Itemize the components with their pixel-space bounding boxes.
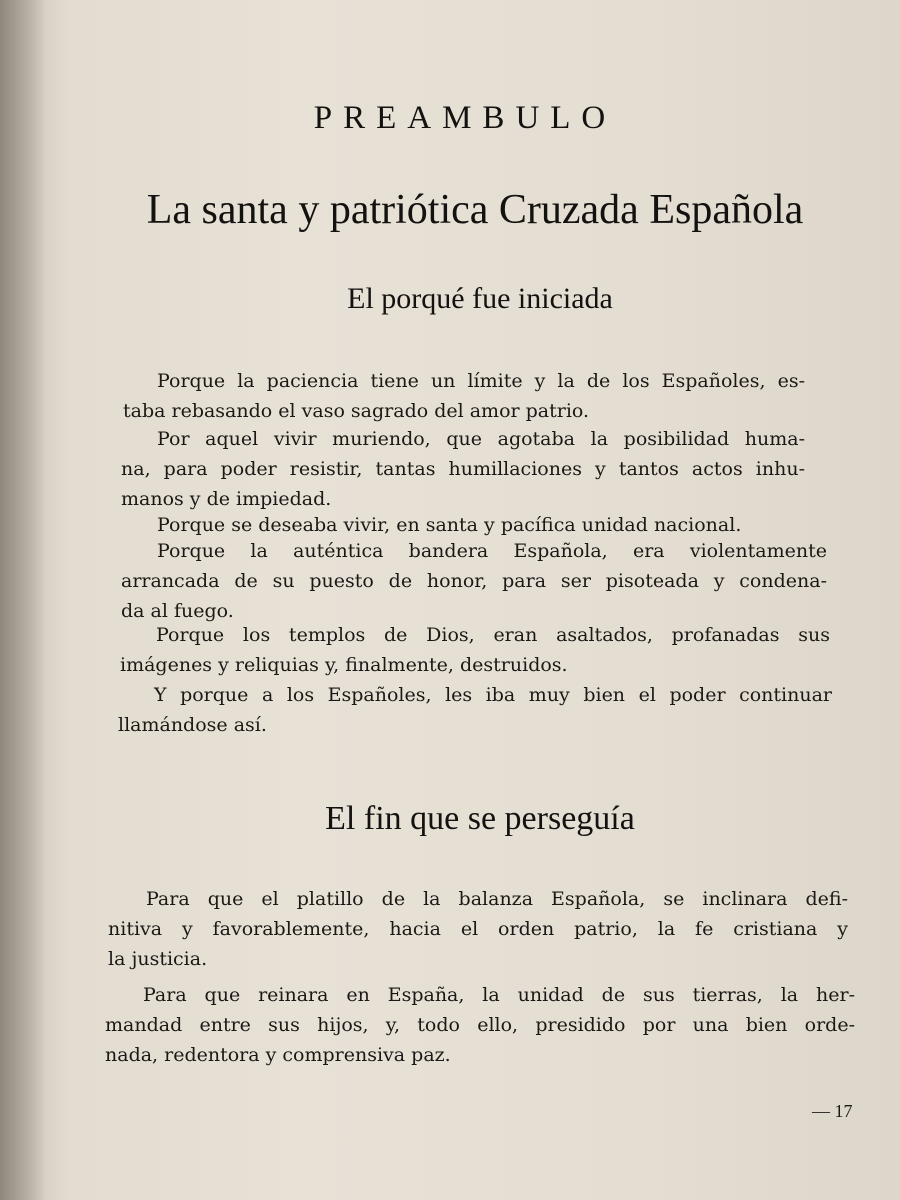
text-line: Porque la auténtica bandera Española, era violentamente — [157, 540, 827, 562]
text-line: nada, redentora y comprensiva paz. — [105, 1044, 451, 1066]
section-heading-1: El porqué fue iniciada — [347, 282, 613, 315]
book-spine-shadow — [0, 0, 46, 1200]
show-through-texture — [190, 40, 890, 71]
paragraph-1 — [123, 366, 805, 426]
text-line: Y porque a los Españoles, les iba muy bien el poder continuar — [154, 684, 832, 706]
text-line: taba rebasando el vaso sagrado del amor patrio. — [123, 400, 590, 422]
text-line: Porque la paciencia tiene un límite y la de los Españoles, es- — [157, 370, 805, 392]
text-line: la justicia. — [108, 948, 208, 970]
text-line: Porque los templos de Dios, eran asaltados, profanadas sus — [156, 624, 830, 646]
page-title: La santa y patriótica Cruzada Española — [146, 187, 804, 233]
page-number: — 17 — [812, 1101, 853, 1121]
page-header: PREAMBULO — [313, 100, 617, 136]
text-line: na, para poder resistir, tantas humillaciones y tantos actos inhu- — [121, 458, 805, 480]
text-line: llamándose así. — [118, 714, 267, 736]
text-line: Para que el platillo de la balanza Española, se inclinara defi- — [146, 888, 848, 910]
text-line: Para que reinara en España, la unidad de sus tierras, la her- — [143, 984, 855, 1006]
text-line: imágenes y reliquias y, finalmente, destruidos. — [120, 654, 568, 676]
text-line: manos y de impiedad. — [121, 488, 332, 510]
text-line: Porque se deseaba vivir, en santa y pacífica unidad nacional. — [157, 514, 742, 536]
paragraph-4 — [121, 536, 827, 626]
text-line: Por aquel vivir muriendo, que agotaba la posibilidad huma- — [157, 428, 805, 450]
paragraph-7 — [108, 884, 848, 974]
text-line: nitiva y favorablemente, hacia el orden patrio, la fe cristiana y — [108, 918, 848, 940]
text-line: da al fuego. — [121, 600, 234, 622]
paragraph-8 — [105, 980, 855, 1070]
paragraph-2 — [121, 424, 805, 514]
paragraph-6 — [118, 680, 832, 740]
section-heading-2: El fin que se perseguía — [325, 800, 635, 837]
paragraph-5 — [120, 620, 830, 680]
text-line: arrancada de su puesto de honor, para ser pisoteada y condena- — [121, 570, 827, 592]
text-line: mandad entre sus hijos, y, todo ello, presidido por una bien orde- — [105, 1014, 855, 1036]
